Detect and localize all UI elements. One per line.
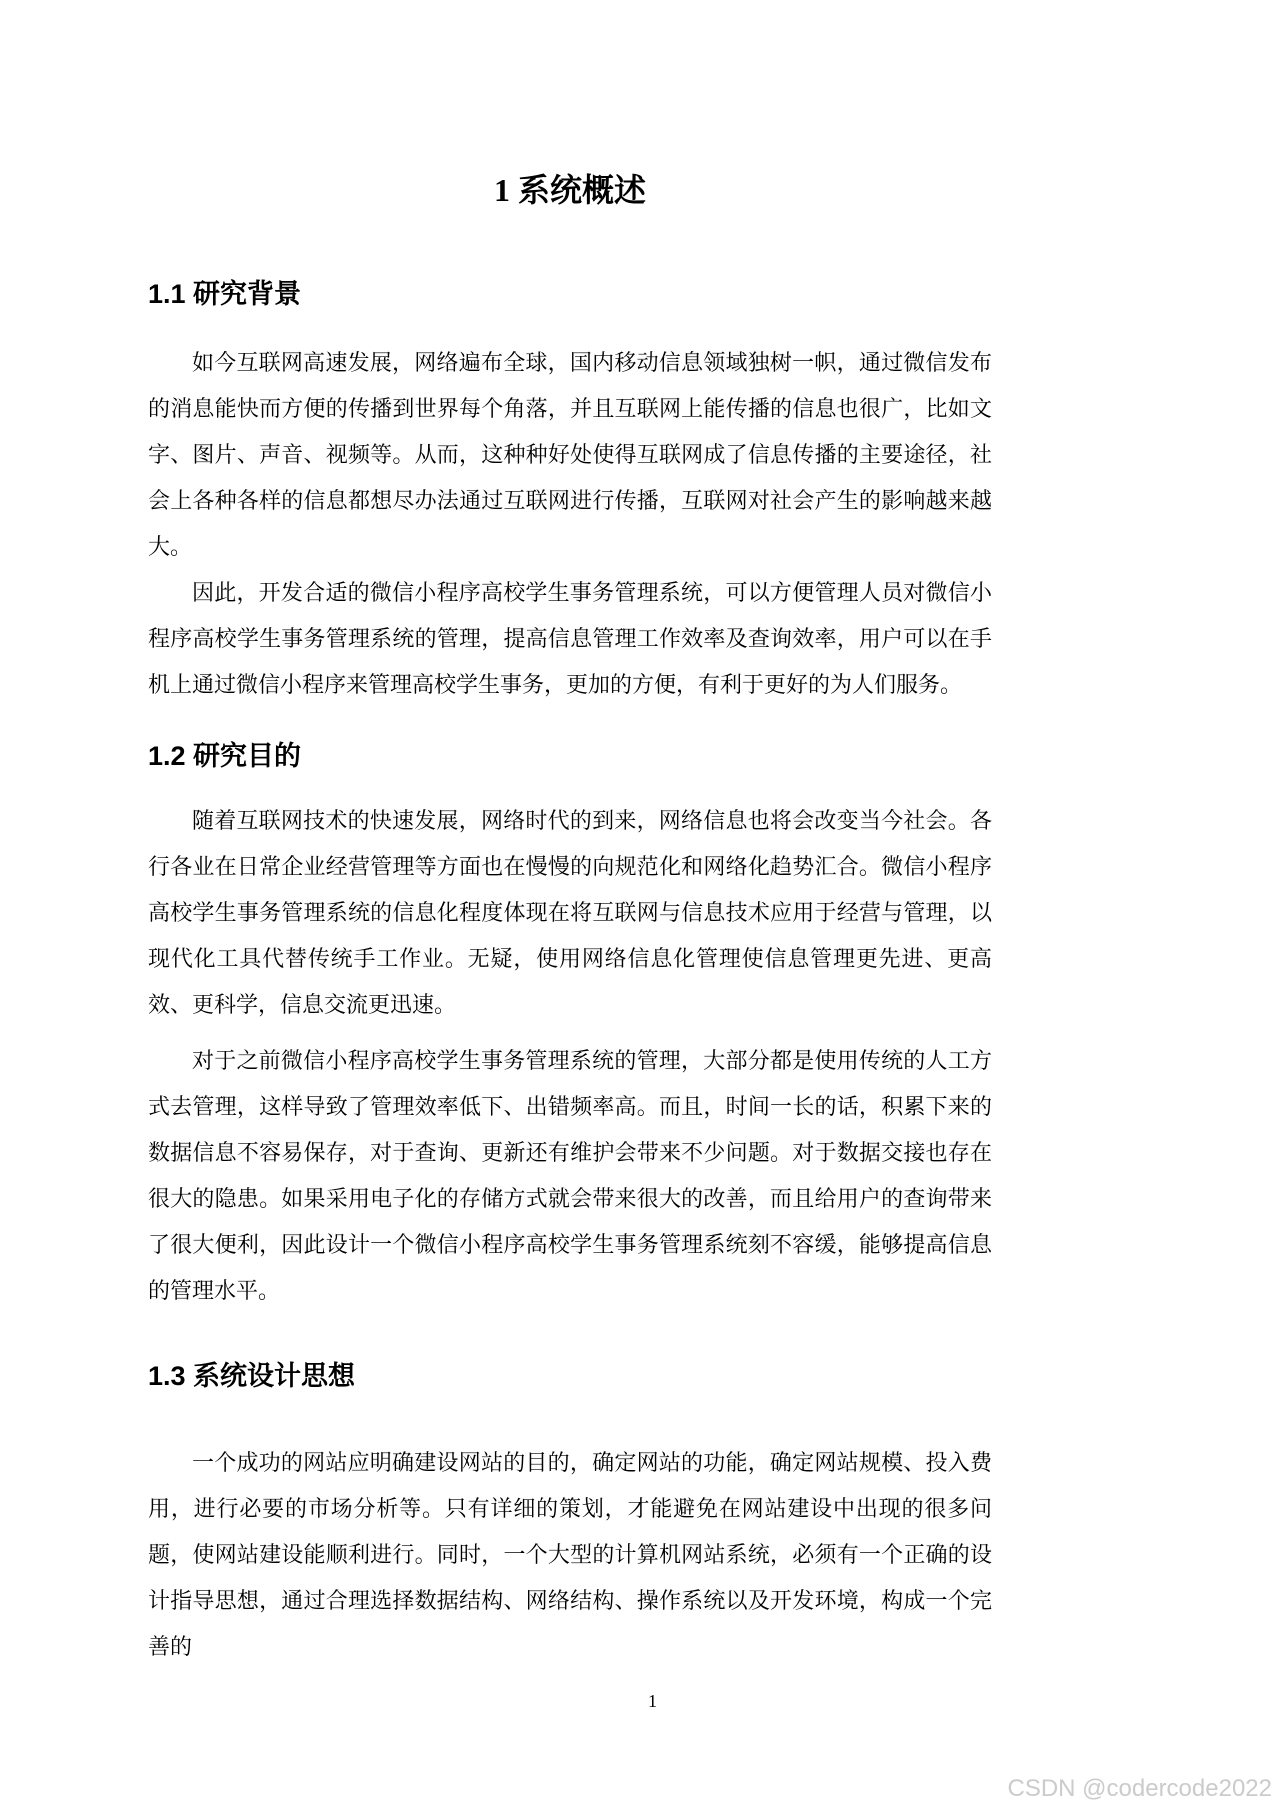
body-paragraph: 因此，开发合适的微信小程序高校学生事务管理系统，可以方便管理人员对微信小程序高校学生事务管理系统的管理，提高信息管理工作效率及查询效率，用户可以在手机上通过微信小程序来管理高校学生事务，更加的方便，有利于更好的为人们服务。	[148, 580, 992, 697]
body-paragraph: 一个成功的网站应明确建设网站的目的，确定网站的功能，确定网站规模、投入费用，进行必要的市场分析等。只有详细的策划，才能避免在网站建设中出现的很多问题，使网站建设能顺利进行。同时，一个大型的计算机网站系统，必须有一个正确的设计指导思想，通过合理选择数据结构、网络结构、操作系统以及开发环境，构成一个完善的	[148, 1450, 992, 1659]
page-content	[148, 0, 992, 1670]
body-paragraph: 对于之前微信小程序高校学生事务管理系统的管理，大部分都是使用传统的人工方式去管理，这样导致了管理效率低下、出错频率高。而且，时间一长的话，积累下来的数据信息不容易保存，对于查询、更新还有维护会带来不少问题。对于数据交接也存在很大的隐患。如果采用电子化的存储方式就会带来很大的改善，而且给用户的查询带来了很大便利，因此设计一个微信小程序高校学生事务管理系统刻不容缓，能够提高信息的管理水平。	[148, 1048, 992, 1303]
section-heading-research-purpose: 1.2 研究目的	[148, 741, 302, 771]
watermark: CSDN @codercode2022	[1007, 1775, 1272, 1802]
section-heading-system-design: 1.3 系统设计思想	[148, 1361, 356, 1391]
page-number: 1	[648, 1691, 657, 1711]
page-title: 1 系统概述	[493, 172, 646, 208]
body-paragraph: 随着互联网技术的快速发展，网络时代的到来，网络信息也将会改变当今社会。各行各业在日常企业经营管理等方面也在慢慢的向规范化和网络化趋势汇合。微信小程序高校学生事务管理系统的信息化程度体现在将互联网与信息技术应用于经营与管理，以现代化工具代替传统手工作业。无疑，使用网络信息化管理使信息管理更先进、更高效、更科学，信息交流更迅速。	[148, 808, 992, 1017]
body-paragraph: 如今互联网高速发展，网络遍布全球，国内移动信息领域独树一帜，通过微信发布的消息能快而方便的传播到世界每个角落，并且互联网上能传播的信息也很广，比如文字、图片、声音、视频等。从而，这种种好处使得互联网成了信息传播的主要途径，社会上各种各样的信息都想尽办法通过互联网进行传播，互联网对社会产生的影响越来越大。	[148, 350, 992, 559]
section-heading-research-background: 1.1 研究背景	[148, 279, 302, 309]
